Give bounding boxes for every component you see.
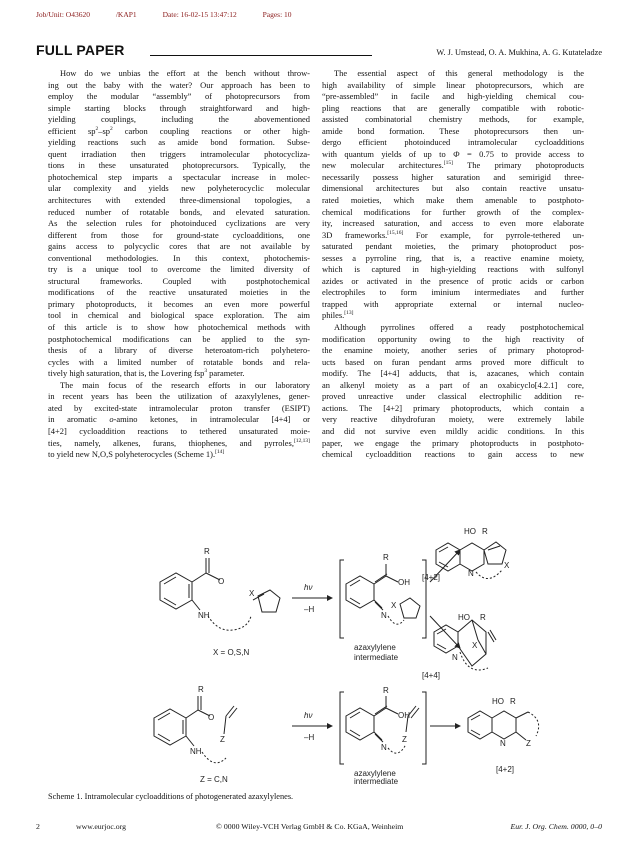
kap-code: /KAP1	[115, 10, 137, 19]
atom-n-p3: N	[500, 739, 506, 748]
atom-n-int1: N	[381, 611, 387, 620]
atom-ho-p3: HO	[492, 697, 504, 706]
atom-x-p2: X	[472, 641, 478, 650]
job-date: Date: 16-02-15 13:47:12	[162, 10, 237, 19]
minus-h-label-1: –H	[304, 605, 315, 614]
atom-x-int1: X	[391, 601, 397, 610]
page-header	[36, 40, 602, 58]
label-42-bottom: [4+2]	[496, 765, 515, 774]
bottom-42-product	[468, 697, 539, 748]
top-azaxylylene-intermediate	[340, 553, 426, 638]
journal-reference: Eur. J. Org. Chem. 0000, 0–0	[510, 822, 602, 831]
z-definition: Z = C,N	[200, 775, 228, 784]
label-42-top: [4+2]	[422, 573, 441, 582]
bottom-azaxylylene-intermediate	[340, 686, 426, 764]
page-footer	[36, 822, 602, 834]
author-list: W. J. Umstead, O. A. Mukhina, A. G. Kutateladze	[436, 48, 602, 57]
top-44-product	[434, 613, 496, 670]
x-definition: X = O,S,N	[213, 648, 250, 657]
atom-ho-p1: HO	[464, 527, 476, 536]
atom-o: O	[218, 577, 225, 586]
hv-label-1: hν	[304, 583, 313, 592]
header-rule	[150, 55, 372, 56]
minus-h-label-2: –H	[304, 733, 315, 742]
intermediate-label-bottom-1: azaxylylene	[354, 769, 396, 778]
atom-x-p1: X	[504, 561, 510, 570]
atom-n-p2: N	[452, 653, 458, 662]
atom-z-int2: Z	[402, 735, 407, 744]
atom-r: R	[204, 547, 210, 556]
label-44: [4+4]	[422, 671, 441, 680]
right-column: The essential aspect of this general methodology is the high availability of simple linear photoprecursors, which are “pre-assembled” in facile and high-yielding chemical cou- pling reactions that are generally compatible with robotic- assisted combinatorial chemistry methods, for example, amide bond formation. These photoprecursors then un- dergo efficient photoinduced intramolecular cycloadditions with quantum yields of up to Φ = 0.75 to provide access to new molecular architectures.[15] The primary photoproducts necessarily possess higher saturation and semirigid three- dimensional architectures but also contain reactive unsatu- rated moieties, which make them amenable to postphoto- chemical modifications for further growth of the complex- ity, increased saturation, and access to even more elaborate 3D frameworks.[15,16] For example, for pyrrole-tethered un- saturated pendant moieties, the primary photoproduct pos- sesses a pyrroline ring, that is, a reactive enamine moiety, which is captured in high-yielding reactions with sulfonyl azides or activated in the presence of protic acids or carbon electrophiles to form iminium intermediates and further trapped with appropriate external or internal nucleo- philes.[13] Although pyrrolines offered a ready postphotochemical modification opportunity owing to the high reactivity of the enamine moiety, another series of primary photoprod- ucts based on furan pendant arms proved more difficult to modify. The [4+4] adducts, that is, azacanes, which contain an alkenyl moiety as a part of an oxabicyclo[4.2.1] core, proved unreactive under classical electrophilic addition re- actions. The [4+2] primary photoproducts, which contain a very reactive dihydrofuran moiety, were extremely labile and did not survive even mildly acidic conditions. In this paper, we engage the primary photoproducts in postphoto- chemical cycloaddition reactions to gain access to new	[322, 68, 585, 460]
atom-r-int2: R	[383, 686, 389, 695]
atom-x: X	[249, 589, 255, 598]
atom-n-p1: N	[468, 569, 474, 578]
atom-nh-b1: NH	[190, 747, 202, 756]
section-label: FULL PAPER	[36, 42, 125, 58]
top-42-product	[436, 527, 510, 579]
atom-z-b1: Z	[220, 735, 225, 744]
copyright-notice: © 0000 Wiley-VCH Verlag GmbH & Co. KGaA, Weinheim	[216, 822, 404, 831]
atom-oh-int2: OH	[398, 711, 410, 720]
job-info-line	[36, 10, 316, 19]
bottom-photoprecursor	[154, 685, 237, 763]
hv-label-2: hν	[304, 711, 313, 720]
atom-r-p1: R	[482, 527, 488, 536]
scheme-caption: Scheme 1. Intramolecular cycloadditions of photogenerated azaxylylenes.	[48, 792, 294, 801]
atom-ho-p2: HO	[458, 613, 470, 622]
job-pages: Pages: 10	[262, 10, 292, 19]
atom-r-int1: R	[383, 553, 389, 562]
left-column: How do we unbias the effort at the bench without throw- ing out the baby with the water? Our approach has been to employ the modular “assembly” of photoprecursors from simple starting blocks through straightforward and high- yielding couplings, including the abovementioned efficient $sp^2-sp^2$ carbon coupling reactions or other high- yielding reactions such as amide bond formation. Subse- quent irradiation then triggers intramolecular photocycliza- tions in these unsaturated photoprecursors. Typically, the photochemical step imparts a spectacular increase in molec- ular complexity and yields new polyheterocyclic molecular architectures with extended three-dimensional topologies, a reduced number of rotatable bonds, and elevated saturation. As the selection rules for photoinduced cyclizations are very different from those for ground-state cycloadditions, one gains access to polycyclic cores that are not available by conventional methodologies. In this context, photochemis- try is a unique tool to overcome the limited diversity of structural frameworks. Coupled with postphotochemical modifications of the reactive unsaturated moieties in the primary photoproducts, it becomes an even more powerful tool in chemical and biological space exploration. The aim of this article is to show how photochemical methods with postphotochemical modifications can be applied to the syn- thesis of a library of diverse heteroatom-rich polyhetero- cycles with a limited number of rotatable bonds and rela- tively high saturation, that is, the Lovering fsp$^3$ parameter. The main focus of the research efforts in our laboratory in recent years has been the utilization of azaxylylenes, gener- ated by excited-state intramolecular proton transfer (ESIPT) in aromatic o-amino ketones, in intramolecular [4+4] or [4+2] cycloaddition reactions to tethered unsaturated moie- ties, namely, alkenes, furans, thiophenes, and pyrroles,[12,13] to yield new N,O,S polyheterocycles (Scheme 1).[14]	[48, 68, 310, 460]
intermediate-label-bottom-2: intermediate	[354, 777, 399, 785]
top-photoprecursor	[160, 547, 280, 630]
atom-r-p3: R	[510, 697, 516, 706]
page-number: 2	[36, 822, 40, 831]
atom-o-b1: O	[208, 713, 215, 722]
atom-r-p2: R	[480, 613, 486, 622]
scheme-1-figure	[48, 520, 593, 785]
atom-r-b1: R	[198, 685, 204, 694]
journal-url[interactable]: www.eurjoc.org	[76, 822, 127, 831]
atom-nh: NH	[198, 611, 210, 620]
atom-oh-int1: OH	[398, 578, 410, 587]
job-unit: Job/Unit: O43620	[36, 10, 90, 19]
intermediate-label-top-2: intermediate	[354, 653, 399, 662]
intermediate-label-top-1: azaxylylene	[354, 643, 396, 652]
atom-z-p3: Z	[526, 739, 531, 748]
atom-n-int2: N	[381, 743, 387, 752]
